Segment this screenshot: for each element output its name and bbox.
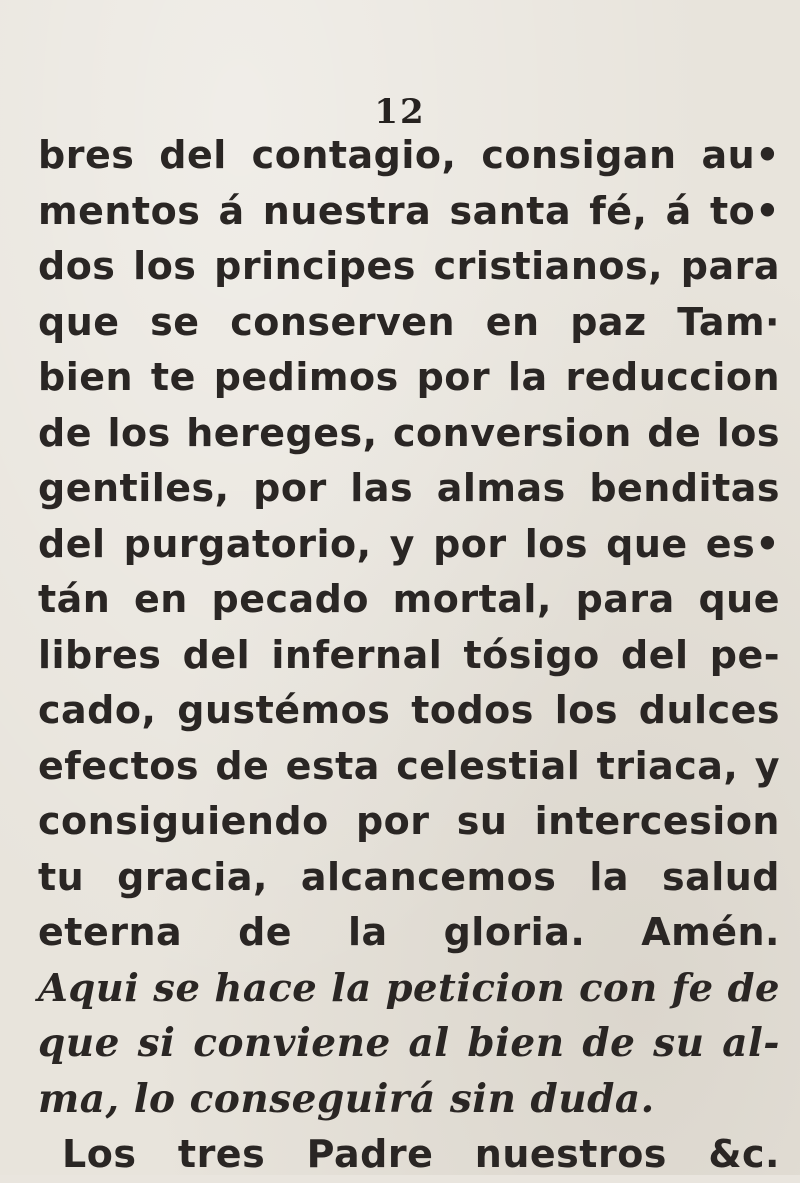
text-line: bres del contagio, consigan au• [38,133,780,177]
italic-text-line: que si conviene al bien de su al- [38,1020,780,1066]
italic-text-line: Aqui se hace la peticion con fe de [38,965,780,1011]
text-line: que se conserven en paz Tam· [38,299,780,344]
text-line: gentiles, por las almas benditas [38,466,780,510]
text-line: mentos á nuestra santa fé, á to• [38,188,780,233]
text-line: de los hereges, conversion de los [38,410,780,455]
text-line: eterna de la gloria. Amén. [38,910,780,954]
text-line: del purgatorio, y por los que es• [38,521,780,566]
text-line: consiguiendo por su intercesion [38,799,780,843]
body-text [38,128,780,1183]
text-line: libres del infernal tósigo del pe- [38,632,780,677]
text-line: tu gracia, alcancemos la salud [38,854,780,899]
text-line: bien te pedimos por la reduccion [38,355,780,399]
text-line: efectos de esta celestial triaca, y [38,743,780,788]
text-line: dos los principes cristianos, para [38,244,780,288]
text-line: Los tres Padre nuestros &c. [62,1132,780,1176]
text-line: cado, gustémos todos los dulces [38,688,780,732]
text-line: tán en pecado mortal, para que [38,577,780,621]
page-number: 12 [374,92,426,132]
italic-text-line: ma, lo conseguirá sin duda. [38,1075,655,1122]
